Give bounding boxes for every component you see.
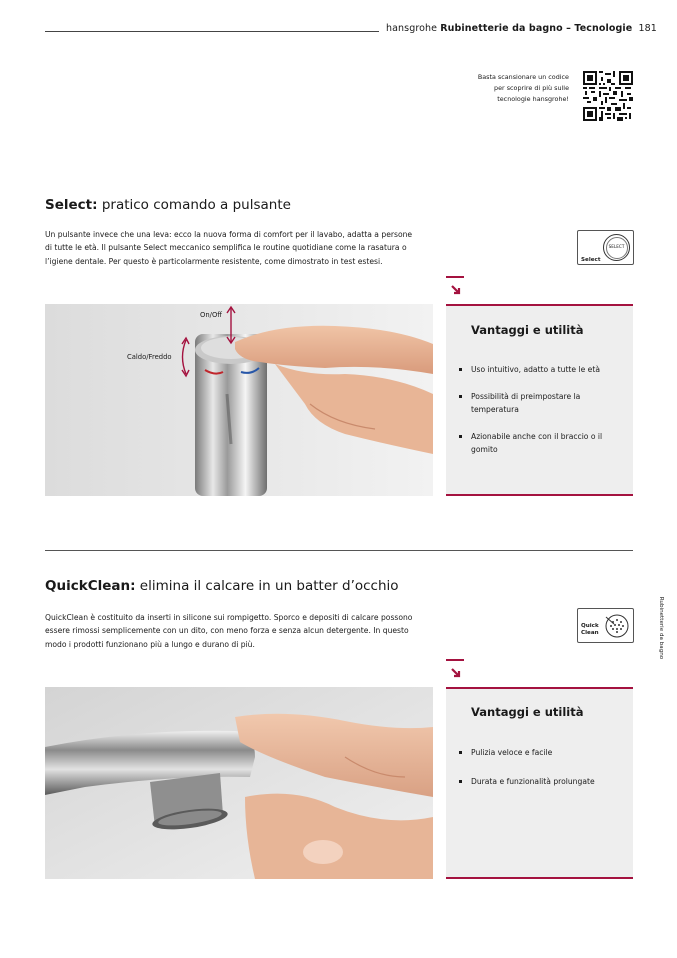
quickclean-description-line: essere rimossi semplicemente con un dito, con meno forza e senza alcun detergente. In questo [45,626,409,636]
select-badge-circle-text: SELECT [608,244,625,249]
list-item: Possibilità di preimpostare la temperatura [471,390,621,417]
onoff-label: On/Off [200,311,222,319]
select-heading [45,197,291,213]
select-heading-bold: Select: [45,197,98,213]
list-item: Azionabile anche con il braccio o il gomito [471,430,621,457]
side-tab-label: Rubinetterie da bagno [658,596,665,660]
qr-code[interactable] [583,71,633,121]
list-item: Uso intuitivo, adatto a tutte le età [471,363,621,377]
header-rule [45,31,379,32]
quickclean-description [45,611,440,651]
section-divider [45,550,633,551]
qr-caption-line: tecnologie hansgrohe! [497,95,569,103]
quickclean-benefits-list [471,746,621,788]
list-item: Pulizia veloce e facile [471,746,621,760]
select-photo [45,304,433,496]
select-benefits-panel [446,304,633,496]
list-item: Durata e funzionalità prolungate [471,775,621,789]
quickclean-benefits-panel [446,687,633,879]
select-description-line: Un pulsante invece che una leva: ecco la nuova forma di comfort per il lavabo, adatta a persone [45,230,413,239]
quickclean-photo [45,687,433,879]
running-header [386,23,657,34]
page-number: 181 [638,23,657,34]
select-description [45,228,440,268]
quickclean-badge-line: Clean [581,629,599,636]
arrow-down-right-icon [446,276,464,298]
quickclean-description-line: modo i prodotti funzionano più a lungo e durano di più. [45,639,255,649]
quickclean-badge-label [581,623,599,636]
qr-caption-line: Basta scansionare un codice [477,73,569,81]
quickclean-description-line: QuickClean è costituito da inserti in silicone sui rompigetto. Sporco e depositi di calcare possono [45,613,413,622]
quickclean-heading-bold: QuickClean: [45,578,136,594]
temperature-label: Caldo/Freddo [127,353,172,361]
select-description-line: l’igiene dentale. Per questo è particolarmente resistente, come dimostrato in test estesi. [45,256,383,266]
quickclean-badge [577,608,634,643]
select-benefits-title: Vantaggi e utilità [471,323,584,337]
qr-caption [440,72,569,105]
header-brand: hansgrohe [386,23,438,34]
select-badge [577,230,634,265]
select-button-icon [603,234,630,261]
quickclean-heading-rest: elimina il calcare in un batter d’occhio [135,578,399,594]
select-description-line: di tutte le età. Il pulsante Select meccanico semplifica le routine quotidiane come la rasatura o [45,243,407,253]
quickclean-heading [45,578,399,594]
arrow-down-right-icon [446,659,464,681]
header-section: Rubinetterie da bagno – Tecnologie [440,23,633,34]
quickclean-benefits-title: Vantaggi e utilità [471,705,584,719]
aerator-icon [604,613,630,639]
qr-caption-line: per scoprire di più sulle [494,84,569,92]
select-badge-caption: Select [581,257,601,263]
select-heading-rest: pratico comando a pulsante [97,197,291,213]
select-benefits-list [471,363,621,457]
quickclean-badge-line: Quick [581,623,599,629]
